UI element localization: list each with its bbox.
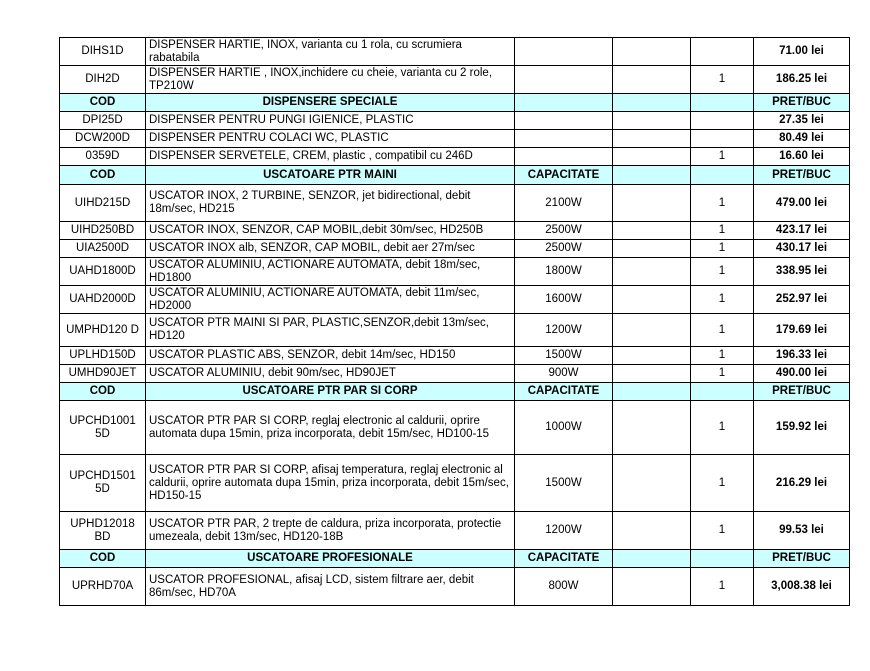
product-code-cell: UPCHD1501 5D [60,455,146,512]
header-unit-price-cell: PRET/BUC [754,94,850,112]
quantity-cell: 1 [691,401,754,455]
product-description-cell: USCATOR ALUMINIU, ACTIONARE AUTOMATA, debit 18m/sec, HD1800 [146,258,515,286]
header-empty-cell-cell [613,166,691,185]
capacity-cell: 900W [515,365,613,383]
header-product-code-cell: COD [60,94,146,112]
capacity-cell: 2500W [515,240,613,258]
empty-cell-cell [613,130,691,148]
quantity-cell: 1 [691,222,754,240]
table-row [60,568,850,606]
table-row [60,401,850,455]
header-product-description-cell: USCATOARE PTR PAR SI CORP [146,383,515,401]
capacity-cell: 1000W [515,401,613,455]
empty-cell-cell [613,512,691,550]
product-code-cell: UIHD250BD [60,222,146,240]
product-description-cell: USCATOR ALUMINIU, debit 90m/sec, HD90JET [146,365,515,383]
unit-price-cell: 27.35 lei [754,112,850,130]
capacity-cell [515,130,613,148]
empty-cell-cell [613,258,691,286]
capacity-cell: 2500W [515,222,613,240]
product-description-cell: USCATOR PTR PAR, 2 trepte de caldura, priza incorporata, protectie umezeala, debit 13m/sec, HD120-18B [146,512,515,550]
table-row [60,185,850,222]
capacity-cell: 2100W [515,185,613,222]
empty-cell-cell [613,314,691,347]
table-row [60,222,850,240]
header-unit-price-cell: PRET/BUC [754,166,850,185]
capacity-cell: 1800W [515,258,613,286]
table-row [60,512,850,550]
product-description-cell: USCATOR PTR MAINI SI PAR, PLASTIC,SENZOR,debit 13m/sec, HD120 [146,314,515,347]
header-product-description-cell: USCATOARE PROFESIONALE [146,550,515,568]
price-list-table [59,37,850,606]
empty-cell-cell [613,365,691,383]
section-header-row [60,166,850,185]
product-description-cell: USCATOR INOX, SENZOR, CAP MOBIL,debit 30m/sec, HD250B [146,222,515,240]
unit-price-cell: 490.00 lei [754,365,850,383]
empty-cell-cell [613,66,691,94]
product-description-cell: DISPENSER HARTIE, INOX, varianta cu 1 rola, cu scrumiera rabatabila [146,38,515,66]
empty-cell-cell [613,568,691,606]
quantity-cell: 1 [691,148,754,166]
quantity-cell: 1 [691,455,754,512]
quantity-cell: 1 [691,185,754,222]
quantity-cell: 1 [691,568,754,606]
unit-price-cell: 338.95 lei [754,258,850,286]
empty-cell-cell [613,112,691,130]
table-row [60,286,850,314]
header-quantity-cell [691,94,754,112]
quantity-cell: 1 [691,347,754,365]
quantity-cell: 1 [691,258,754,286]
quantity-cell [691,112,754,130]
capacity-cell [515,112,613,130]
capacity-cell: 1500W [515,455,613,512]
header-quantity-cell [691,166,754,185]
product-description-cell: DISPENSER PENTRU COLACI WC, PLASTIC [146,130,515,148]
product-description-cell: USCATOR INOX, 2 TURBINE, SENZOR, jet bidirectional, debit 18m/sec, HD215 [146,185,515,222]
section-header-row [60,94,850,112]
product-code-cell: UMPHD120 D [60,314,146,347]
header-quantity-cell [691,550,754,568]
quantity-cell [691,130,754,148]
empty-cell-cell [613,286,691,314]
product-description-cell: DISPENSER SERVETELE, CREM, plastic , compatibil cu 246D [146,148,515,166]
header-product-description-cell: DISPENSERE SPECIALE [146,94,515,112]
header-product-code-cell: COD [60,383,146,401]
product-code-cell: DPI25D [60,112,146,130]
product-code-cell: UPRHD70A [60,568,146,606]
capacity-cell [515,66,613,94]
unit-price-cell: 216.29 lei [754,455,850,512]
unit-price-cell: 423.17 lei [754,222,850,240]
product-description-cell: USCATOR INOX alb, SENZOR, CAP MOBIL, debit aer 27m/sec [146,240,515,258]
unit-price-cell: 430.17 lei [754,240,850,258]
capacity-cell: 1600W [515,286,613,314]
header-empty-cell-cell [613,383,691,401]
empty-cell-cell [613,240,691,258]
quantity-cell: 1 [691,66,754,94]
product-code-cell: UIHD215D [60,185,146,222]
empty-cell-cell [613,222,691,240]
empty-cell-cell [613,38,691,66]
empty-cell-cell [613,401,691,455]
quantity-cell: 1 [691,286,754,314]
capacity-cell: 1200W [515,512,613,550]
unit-price-cell: 80.49 lei [754,130,850,148]
header-capacity-cell [515,94,613,112]
header-unit-price-cell: PRET/BUC [754,383,850,401]
product-code-cell: DCW200D [60,130,146,148]
table-row [60,130,850,148]
unit-price-cell: 196.33 lei [754,347,850,365]
product-description-cell: USCATOR PROFESIONAL, afisaj LCD, sistem filtrare aer, debit 86m/sec, HD70A [146,568,515,606]
product-code-cell: UIA2500D [60,240,146,258]
product-code-cell: DIHS1D [60,38,146,66]
capacity-cell [515,38,613,66]
header-empty-cell-cell [613,94,691,112]
unit-price-cell: 3,008.38 lei [754,568,850,606]
price-table-body [60,38,850,606]
product-code-cell: UPHD12018 BD [60,512,146,550]
quantity-cell: 1 [691,240,754,258]
product-description-cell: USCATOR PLASTIC ABS, SENZOR, debit 14m/sec, HD150 [146,347,515,365]
product-code-cell: UAHD1800D [60,258,146,286]
product-code-cell: 0359D [60,148,146,166]
empty-cell-cell [613,455,691,512]
header-empty-cell-cell [613,550,691,568]
header-product-code-cell: COD [60,166,146,185]
quantity-cell: 1 [691,365,754,383]
unit-price-cell: 99.53 lei [754,512,850,550]
empty-cell-cell [613,347,691,365]
unit-price-cell: 186.25 lei [754,66,850,94]
capacity-cell: 1500W [515,347,613,365]
table-row [60,148,850,166]
table-row [60,314,850,347]
header-unit-price-cell: PRET/BUC [754,550,850,568]
header-capacity-cell: CAPACITATE [515,550,613,568]
header-product-description-cell: USCATOARE PTR MAINI [146,166,515,185]
capacity-cell: 1200W [515,314,613,347]
product-code-cell: UPCHD1001 5D [60,401,146,455]
product-description-cell: USCATOR PTR PAR SI CORP, reglaj electronic al caldurii, oprire automata dupa 15min, priza incorporata, debit 15m/sec, HD100-15 [146,401,515,455]
unit-price-cell: 16.60 lei [754,148,850,166]
table-row [60,66,850,94]
header-capacity-cell: CAPACITATE [515,166,613,185]
quantity-cell [691,38,754,66]
section-header-row [60,383,850,401]
empty-cell-cell [613,148,691,166]
header-quantity-cell [691,383,754,401]
capacity-cell: 800W [515,568,613,606]
capacity-cell [515,148,613,166]
product-description-cell: USCATOR ALUMINIU, ACTIONARE AUTOMATA, debit 11m/sec, HD2000 [146,286,515,314]
table-row [60,240,850,258]
table-row [60,347,850,365]
product-description-cell: USCATOR PTR PAR SI CORP, afisaj temperatura, reglaj electronic al caldurii, oprire automata dupa 15min, priza incorporata, debit 15m/sec, HD150-15 [146,455,515,512]
table-row [60,455,850,512]
unit-price-cell: 252.97 lei [754,286,850,314]
section-header-row [60,550,850,568]
product-code-cell: DIH2D [60,66,146,94]
table-row [60,112,850,130]
product-description-cell: DISPENSER PENTRU PUNGI IGIENICE, PLASTIC [146,112,515,130]
table-row [60,365,850,383]
unit-price-cell: 179.69 lei [754,314,850,347]
header-capacity-cell: CAPACITATE [515,383,613,401]
product-code-cell: UMHD90JET [60,365,146,383]
product-code-cell: UPLHD150D [60,347,146,365]
quantity-cell: 1 [691,512,754,550]
unit-price-cell: 479.00 lei [754,185,850,222]
header-product-code-cell: COD [60,550,146,568]
product-description-cell: DISPENSER HARTIE , INOX,inchidere cu cheie, varianta cu 2 role, TP210W [146,66,515,94]
unit-price-cell: 71.00 lei [754,38,850,66]
quantity-cell: 1 [691,314,754,347]
unit-price-cell: 159.92 lei [754,401,850,455]
product-code-cell: UAHD2000D [60,286,146,314]
table-row [60,38,850,66]
table-row [60,258,850,286]
empty-cell-cell [613,185,691,222]
